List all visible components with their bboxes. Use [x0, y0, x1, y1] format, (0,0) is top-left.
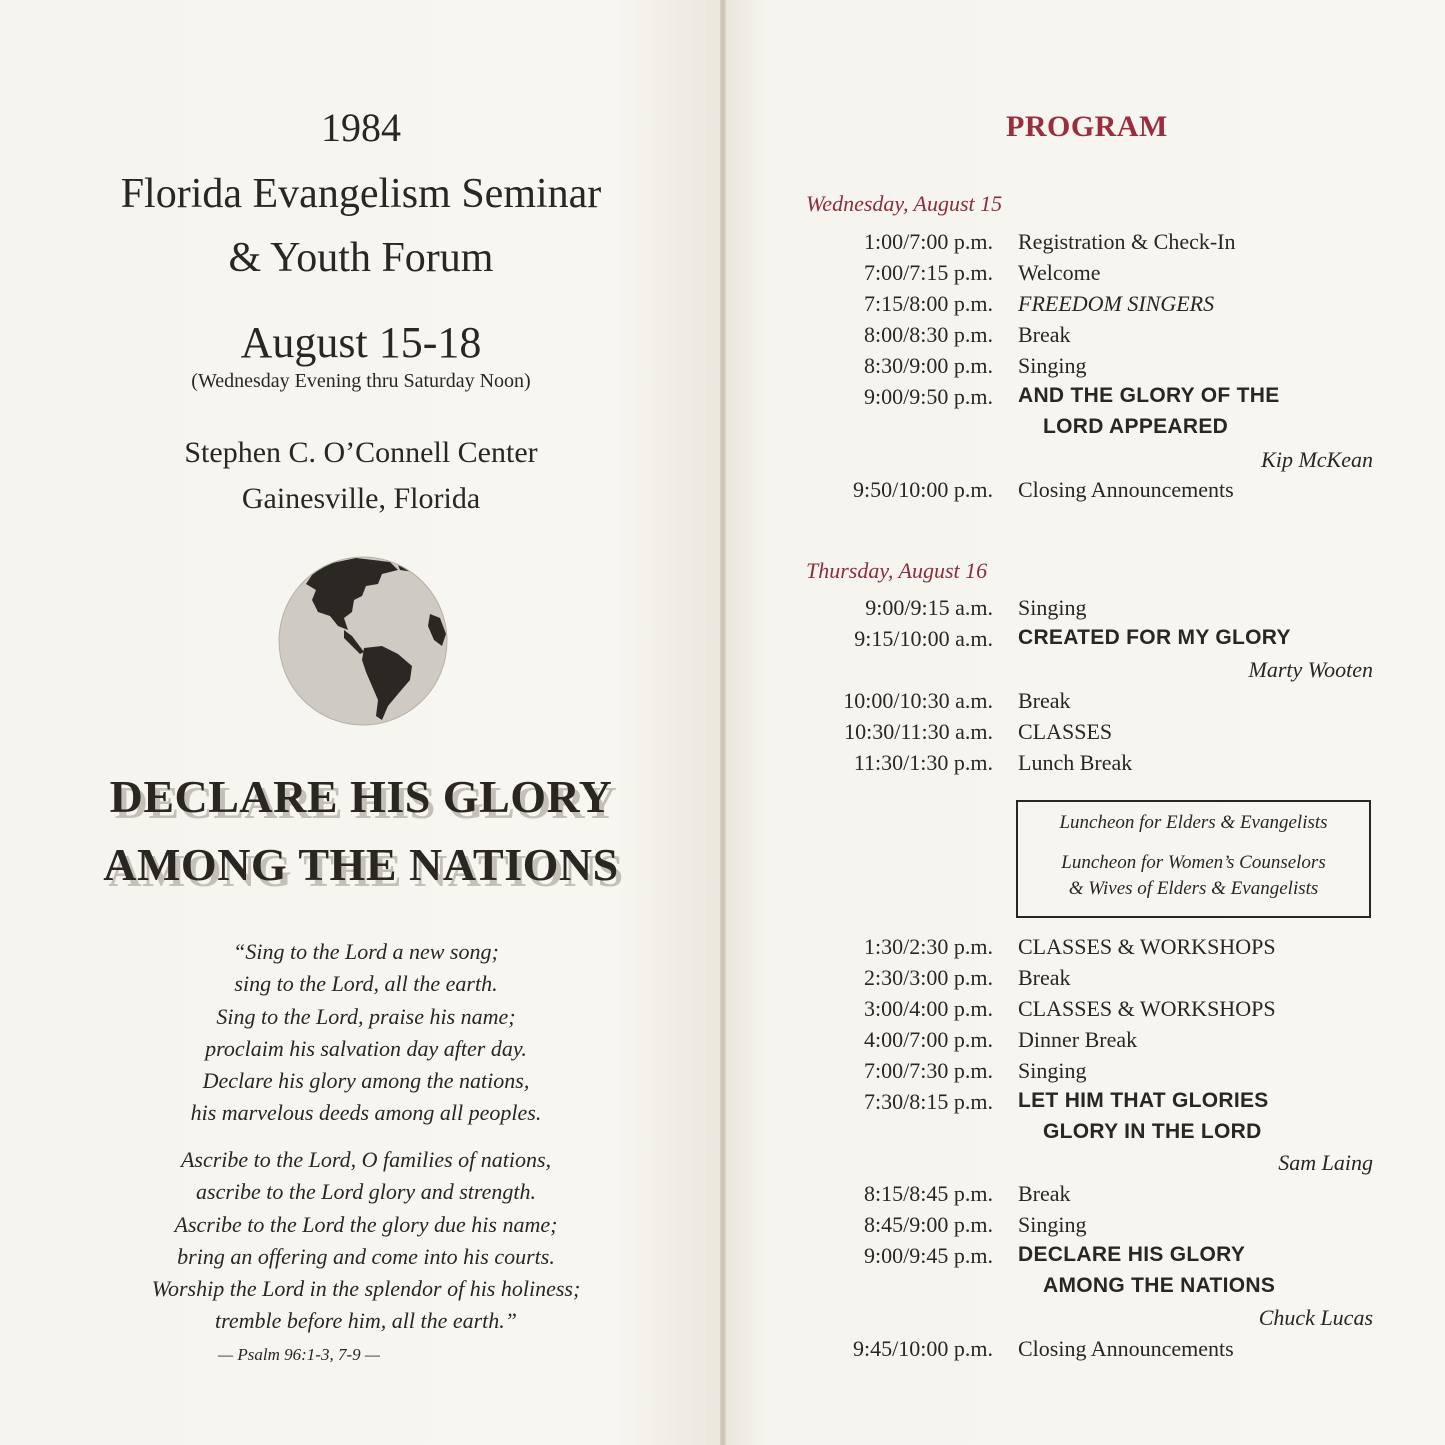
program-time: 10:00/10:30 a.m.	[843, 688, 993, 713]
program-desc: Singing	[1018, 1212, 1087, 1237]
luncheon-notice-box	[1016, 800, 1371, 918]
program-time: 7:00/7:15 p.m.	[864, 260, 993, 285]
program-time: 8:00/8:30 p.m.	[864, 322, 993, 347]
event-title-line2: & Youth Forum	[228, 235, 494, 281]
program-row	[0, 1243, 1445, 1273]
luncheon-counselors: Luncheon for Women’s Counselors	[1061, 852, 1326, 873]
program-desc: AND THE GLORY OF THE	[1018, 384, 1280, 407]
program-row	[0, 1212, 1445, 1242]
speaker-name: Marty Wooten	[1248, 657, 1373, 682]
program-row	[0, 626, 1445, 656]
program-desc: CLASSES	[1018, 719, 1113, 744]
program-desc: Break	[1018, 1181, 1071, 1206]
verse-line: ascribe to the Lord glory and strength.	[196, 1179, 536, 1205]
program-desc: CLASSES & WORKSHOPS	[1018, 996, 1276, 1021]
program-time: 10:30/11:30 a.m.	[844, 719, 993, 744]
theme-line2: AMONG THE NATIONS	[103, 839, 619, 890]
verse-line: Ascribe to the Lord, O families of nations,	[180, 1147, 552, 1172]
program-time: 11:30/1:30 p.m.	[853, 750, 993, 775]
luncheon-elders: Luncheon for Elders & Evangelists	[1059, 812, 1328, 833]
luncheon-wives: & Wives of Elders & Evangelists	[1068, 878, 1319, 899]
program-time: 7:15/8:00 p.m.	[864, 291, 993, 316]
program-desc: Closing Announcements	[1018, 477, 1234, 502]
day-heading-thursday: Thursday, August 16	[806, 558, 988, 583]
program-row	[0, 1027, 1445, 1057]
program-time: 9:50/10:00 p.m.	[853, 477, 993, 502]
program-desc: Singing	[1018, 595, 1087, 620]
program-time: 1:00/7:00 p.m.	[864, 229, 993, 254]
program-row	[0, 477, 1445, 507]
program-time: 9:00/9:50 p.m.	[864, 384, 993, 409]
program-desc: DECLARE HIS GLORY	[1018, 1243, 1246, 1266]
theme-line1: DECLARE HIS GLORY	[109, 771, 613, 822]
event-year: 1984	[321, 105, 401, 150]
program-desc: Lunch Break	[1018, 750, 1133, 775]
day-heading-wednesday: Wednesday, August 15	[806, 191, 1003, 216]
program-desc-continued: GLORY IN THE LORD	[1043, 1120, 1262, 1143]
program-desc: Closing Announcements	[1018, 1336, 1234, 1361]
program-time: 9:00/9:15 a.m.	[865, 595, 993, 620]
program-row	[0, 384, 1445, 414]
program-title: PROGRAM	[1006, 110, 1168, 143]
program-time: 9:15/10:00 a.m.	[854, 626, 993, 651]
program-time: 8:15/8:45 p.m.	[864, 1181, 993, 1206]
program-desc: Break	[1018, 322, 1071, 347]
program-time: 9:45/10:00 p.m.	[853, 1336, 993, 1361]
program-row	[0, 291, 1445, 321]
verse-line: proclaim his salvation day after day.	[205, 1035, 527, 1061]
program-time: 8:45/9:00 p.m.	[864, 1212, 993, 1237]
program-row	[0, 353, 1445, 383]
speaker-name: Sam Laing	[1278, 1150, 1373, 1175]
verse-line: his marvelous deeds among all peoples.	[190, 1100, 542, 1126]
verse-line: Ascribe to the Lord the glory due his name;	[174, 1211, 558, 1237]
program-row	[0, 965, 1445, 995]
program-row	[0, 996, 1445, 1026]
program-time: 7:00/7:30 p.m.	[864, 1058, 993, 1083]
event-dates: August 15-18	[240, 318, 482, 367]
program-row	[0, 1089, 1445, 1119]
program-desc: CREATED FOR MY GLORY	[1018, 626, 1291, 649]
event-venue: Stephen C. O’Connell Center	[184, 436, 538, 469]
program-row	[0, 934, 1445, 964]
program-desc: CLASSES & WORKSHOPS	[1018, 934, 1276, 959]
event-title-line1: Florida Evangelism Seminar	[120, 171, 602, 217]
verse-line: Declare his glory among the nations,	[202, 1068, 530, 1094]
verse-line: Sing to the Lord, praise his name;	[216, 1003, 516, 1029]
program-row	[0, 750, 1445, 780]
verse-line: sing to the Lord, all the earth.	[234, 971, 498, 997]
program-desc: LET HIM THAT GLORIES	[1018, 1089, 1269, 1112]
event-city: Gainesville, Florida	[241, 482, 481, 515]
program-time: 3:00/4:00 p.m.	[864, 996, 993, 1021]
program-time: 4:00/7:00 p.m.	[864, 1027, 993, 1052]
program-desc: Singing	[1018, 353, 1087, 378]
program-row	[0, 1058, 1445, 1088]
program-row	[0, 719, 1445, 749]
program-time: 7:30/8:15 p.m.	[864, 1089, 993, 1114]
program-desc: Singing	[1018, 1058, 1087, 1083]
program-desc-continued: LORD APPEARED	[1043, 415, 1229, 438]
verse-line: Worship the Lord in the splendor of his holiness;	[151, 1276, 581, 1302]
program-row	[0, 688, 1445, 718]
program-desc: Registration & Check-In	[1018, 229, 1236, 254]
program-row	[0, 1181, 1445, 1211]
program-time: 1:30/2:30 p.m.	[864, 934, 993, 959]
verse-line: “Sing to the Lord a new song;	[233, 939, 499, 964]
program-desc: Break	[1018, 688, 1071, 713]
program-desc: Dinner Break	[1018, 1027, 1138, 1052]
scripture-citation: — Psalm 96:1-3, 7-9 —	[218, 1345, 380, 1364]
verse-line: bring an offering and come into his courts.	[177, 1243, 555, 1269]
program-row	[0, 595, 1445, 625]
program-desc: Break	[1018, 965, 1071, 990]
program-row	[0, 1336, 1445, 1366]
program-row	[0, 229, 1445, 259]
verse-line: tremble before him, all the earth.”	[214, 1308, 518, 1334]
program-row	[0, 260, 1445, 290]
program-desc: FREEDOM SINGERS	[1018, 291, 1215, 316]
speaker-name: Chuck Lucas	[1258, 1305, 1373, 1330]
speaker-name: Kip McKean	[1261, 447, 1373, 472]
program-time: 9:00/9:45 p.m.	[864, 1243, 993, 1268]
program-desc: Welcome	[1018, 260, 1101, 285]
program-desc-continued: AMONG THE NATIONS	[1043, 1274, 1276, 1297]
program-time: 2:30/3:00 p.m.	[864, 965, 993, 990]
program-row	[0, 322, 1445, 352]
program-time: 8:30/9:00 p.m.	[864, 353, 993, 378]
event-days: (Wednesday Evening thru Saturday Noon)	[191, 370, 531, 392]
